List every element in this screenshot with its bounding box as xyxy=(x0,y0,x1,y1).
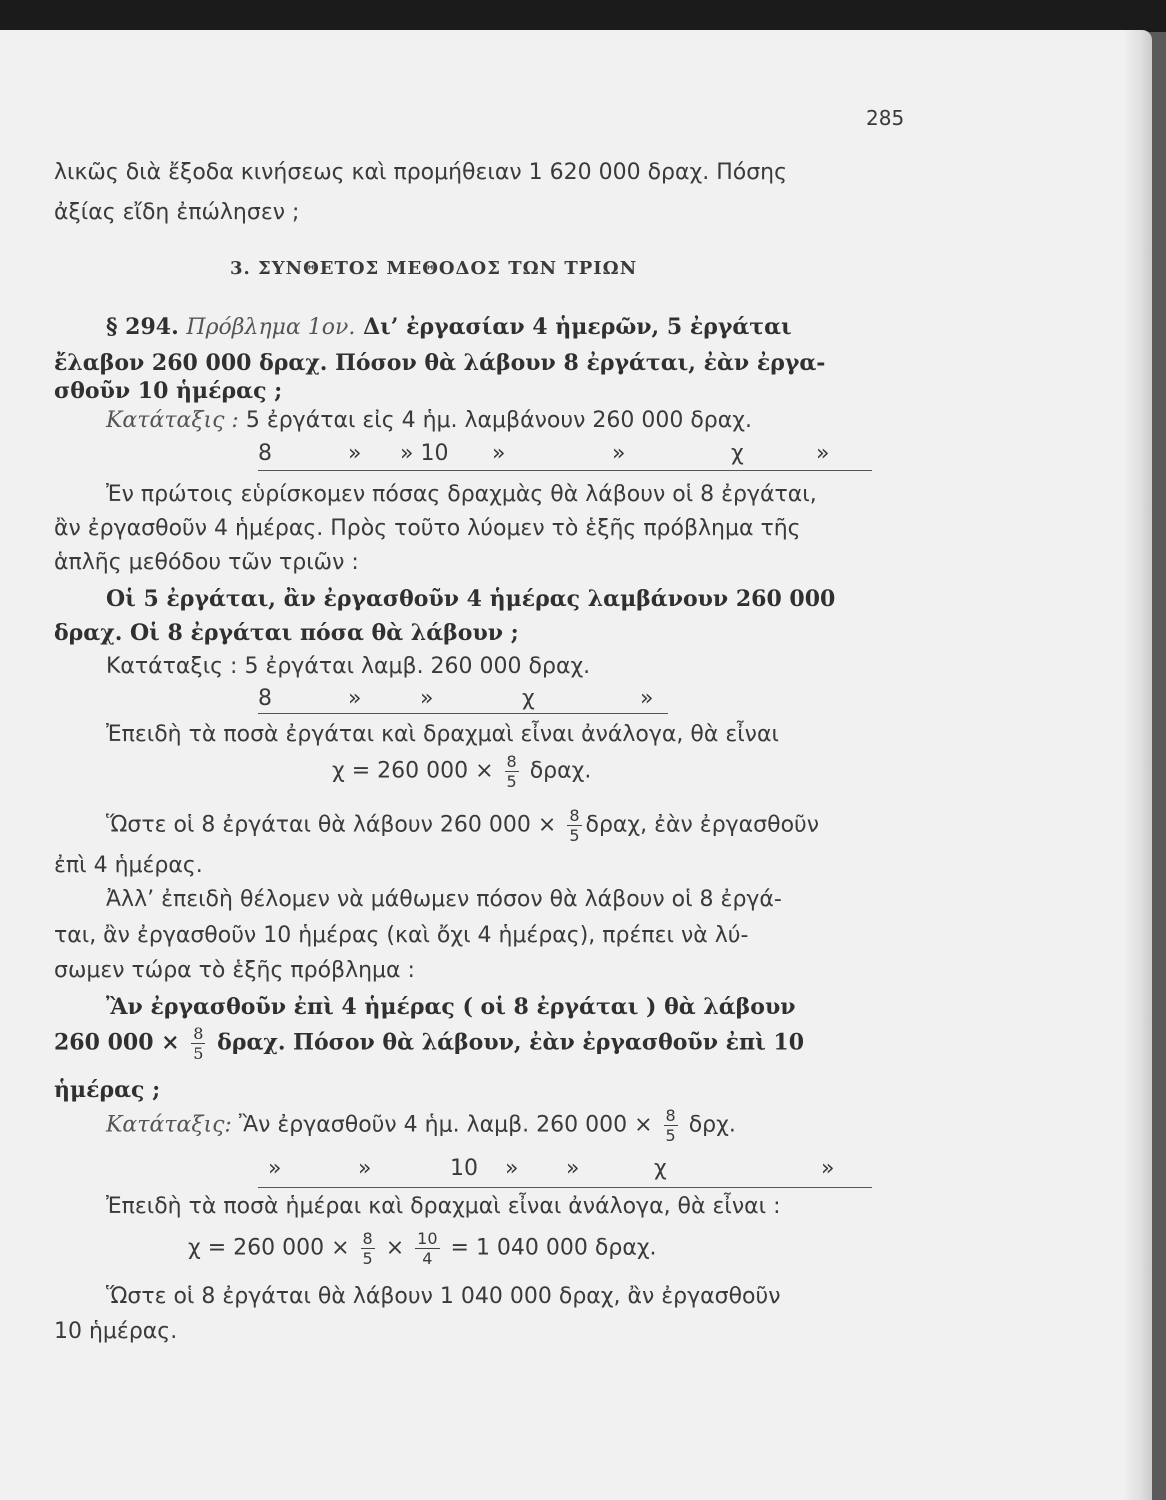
problem-text-1: Δι’ ἐργασίαν 4 ἡμερῶν, 5 ἐργάται xyxy=(363,314,792,340)
fraction-denominator: 5 xyxy=(506,772,517,791)
equation-2 xyxy=(188,1229,657,1268)
section-number: § 294. xyxy=(106,314,179,340)
fraction-denominator: 4 xyxy=(422,1249,433,1268)
equation-2-times: × xyxy=(385,1235,405,1261)
equation-2-fraction-2 xyxy=(415,1229,439,1268)
equation-2-lhs: χ = 260 000 × xyxy=(188,1235,350,1261)
fraction-denominator: 5 xyxy=(362,1249,373,1268)
setup-1-row-2-e: » xyxy=(612,441,626,466)
intro-line-1: λικῶς διὰ ἔξοδα κινήσεως καὶ προμήθειαν 1 620 000 δραχ. Πόσης xyxy=(54,160,788,185)
setup-1-row-2-a: 8 xyxy=(258,441,272,466)
setup-2-row-1 xyxy=(106,654,590,679)
equation-2-rhs: = 1 040 000 δραχ. xyxy=(450,1235,657,1261)
fraction-denominator: 5 xyxy=(665,1126,676,1145)
equation-1-fraction xyxy=(505,752,519,791)
fraction-numerator: 8 xyxy=(665,1106,676,1125)
setup-3-fraction xyxy=(664,1106,678,1145)
setup-3-row-2-e: » xyxy=(566,1156,580,1181)
setup-3-row-2-f: χ xyxy=(654,1156,667,1181)
intro-line-2: ἀξίας εἴδη ἐπώλησεν ; xyxy=(54,200,300,225)
setup-3-row-2-d: » xyxy=(505,1156,519,1181)
page-number: 285 xyxy=(866,106,905,130)
result-1-post: δραχ, ἐὰν ἐργασθοῦν xyxy=(585,812,820,838)
setup-1-row-2-b: » xyxy=(348,441,362,466)
subproblem-2-line-2 xyxy=(54,1024,804,1063)
setup-1-row-2-f: χ xyxy=(731,441,744,466)
setup-2-label: Κατάταξις : xyxy=(106,654,238,679)
equation-1-lhs: χ = 260 000 × xyxy=(332,758,494,784)
explain-4-line-1: Ἐπειδὴ τὰ ποσὰ ἡμέραι καὶ δραχμαὶ εἶναι ἀνάλογα, θὰ εἶναι : xyxy=(106,1194,781,1219)
subproblem-2-pre: 260 000 × xyxy=(54,1029,180,1056)
setup-2-row-2-a: 8 xyxy=(258,686,272,711)
explain-1-line-1: Ἐν πρώτοις εὑρίσκομεν πόσας δραχμὰς θὰ λάβουν οἱ 8 ἐργάται, xyxy=(106,482,817,507)
setup-2-row-2-c: » xyxy=(420,686,434,711)
fraction-numerator: 8 xyxy=(569,806,580,825)
setup-3-row-1-pre: Ἂν ἐργασθοῦν 4 ἡμ. λαμβ. 260 000 × xyxy=(238,1112,653,1138)
setup-2-row-2-d: χ xyxy=(522,686,535,711)
setup-1-row-2-c: » 10 xyxy=(400,441,449,466)
setup-3-row-2-g: » xyxy=(821,1156,835,1181)
fraction-denominator: 5 xyxy=(569,826,580,845)
fraction-numerator: 8 xyxy=(506,752,517,771)
equation-1-unit: δραχ. xyxy=(529,758,592,784)
setup-1-row-1 xyxy=(106,408,752,433)
setup-3-row-1-post: δρχ. xyxy=(688,1112,736,1138)
scan-top-border xyxy=(0,0,1166,32)
setup-1-row-2-d: » xyxy=(492,441,506,466)
setup-1-rule xyxy=(258,470,872,471)
setup-3-row-2-a: » xyxy=(268,1156,282,1181)
explain-3-line-3: σωμεν τώρα τὸ ἑξῆς πρόβλημα : xyxy=(54,958,415,983)
result-1-line-2: ἐπὶ 4 ἡμέρας. xyxy=(54,853,203,878)
subproblem-1-line-1: Οἱ 5 ἐργάται, ἂν ἐργασθοῦν 4 ἡμέρας λαμβάνουν 260 000 xyxy=(106,586,836,612)
setup-1-label: Κατάταξις : xyxy=(106,408,239,433)
subproblem-2-line-1: Ἂν ἐργασθοῦν ἐπὶ 4 ἡμέρας ( οἱ 8 ἐργάται ) θὰ λάβουν xyxy=(106,994,796,1020)
conclusion-line-2: 10 ἡμέρας. xyxy=(54,1319,178,1344)
setup-2-row-2-b: » xyxy=(348,686,362,711)
setup-3-rule xyxy=(258,1187,872,1188)
subproblem-2-line-3: ἡμέρας ; xyxy=(54,1077,161,1103)
conclusion-line-1: Ὥστε οἱ 8 ἐργάται θὰ λάβουν 1 040 000 δραχ, ἂν ἐργασθοῦν xyxy=(106,1284,781,1309)
setup-3-row-2-c: 10 xyxy=(450,1156,478,1181)
equation-1 xyxy=(332,752,591,791)
subproblem-2-fraction xyxy=(191,1024,205,1063)
fraction-numerator: 8 xyxy=(362,1229,373,1248)
explain-3-line-2: ται, ἂν ἐργασθοῦν 10 ἡμέρας (καὶ ὄχι 4 ἡμέρας), πρέπει νὰ λύ- xyxy=(54,923,749,948)
problem-line-1 xyxy=(106,314,792,340)
result-1-fraction xyxy=(567,806,581,845)
explain-3-line-1: Ἀλλ’ ἐπειδὴ θέλομεν νὰ μάθωμεν πόσον θὰ λάβουν οἱ 8 ἐργά- xyxy=(106,887,782,912)
setup-3-row-1 xyxy=(106,1106,736,1145)
book-page xyxy=(0,30,1152,1500)
subproblem-2-post: δραχ. Πόσον θὰ λάβουν, ἐὰν ἐργασθοῦν ἐπὶ 10 xyxy=(217,1029,805,1056)
problem-line-3: σθοῦν 10 ἡμέρας ; xyxy=(54,378,283,404)
section-heading: 3. ΣΥΝΘΕΤΟΣ ΜΕΘΟΔΟΣ ΤΩΝ ΤΡΙΩΝ xyxy=(230,258,638,279)
explain-2-line-1: Ἐπειδὴ τὰ ποσὰ ἐργάται καὶ δραχμαὶ εἶναι ἀνάλογα, θὰ εἶναι xyxy=(106,722,779,747)
explain-1-line-3: ἁπλῆς μεθόδου τῶν τριῶν : xyxy=(54,550,359,575)
result-1-line-1 xyxy=(106,806,819,845)
equation-2-fraction-1 xyxy=(361,1229,375,1268)
setup-1-row-1-text: 5 ἐργάται εἰς 4 ἡμ. λαμβάνουν 260 000 δραχ. xyxy=(245,408,752,433)
setup-2-rule xyxy=(258,713,668,714)
setup-2-row-1-text: 5 ἐργάται λαμβ. 260 000 δραχ. xyxy=(244,654,591,679)
page-content xyxy=(0,30,1152,1500)
setup-2-row-2-e: » xyxy=(640,686,654,711)
setup-3-row-2-b: » xyxy=(358,1156,372,1181)
fraction-denominator: 5 xyxy=(193,1044,204,1063)
setup-1-row-2-g: » xyxy=(816,441,830,466)
fraction-numerator: 10 xyxy=(417,1229,438,1248)
explain-1-line-2: ἂν ἐργασθοῦν 4 ἡμέρας. Πρὸς τοῦτο λύομεν τὸ ἑξῆς πρόβλημα τῆς xyxy=(54,516,801,541)
result-1-pre: Ὥστε οἱ 8 ἐργάται θὰ λάβουν 260 000 × xyxy=(106,812,557,838)
problem-line-2: ἔλαβον 260 000 δραχ. Πόσον θὰ λάβουν 8 ἐργάται, ἐὰν ἐργα- xyxy=(54,350,826,376)
setup-3-label: Κατάταξις: xyxy=(106,1112,232,1138)
subproblem-1-line-2: δραχ. Οἱ 8 ἐργάται πόσα θὰ λάβουν ; xyxy=(54,620,519,646)
fraction-numerator: 8 xyxy=(193,1024,204,1043)
problem-label: Πρόβλημα 1ον. xyxy=(186,315,356,340)
